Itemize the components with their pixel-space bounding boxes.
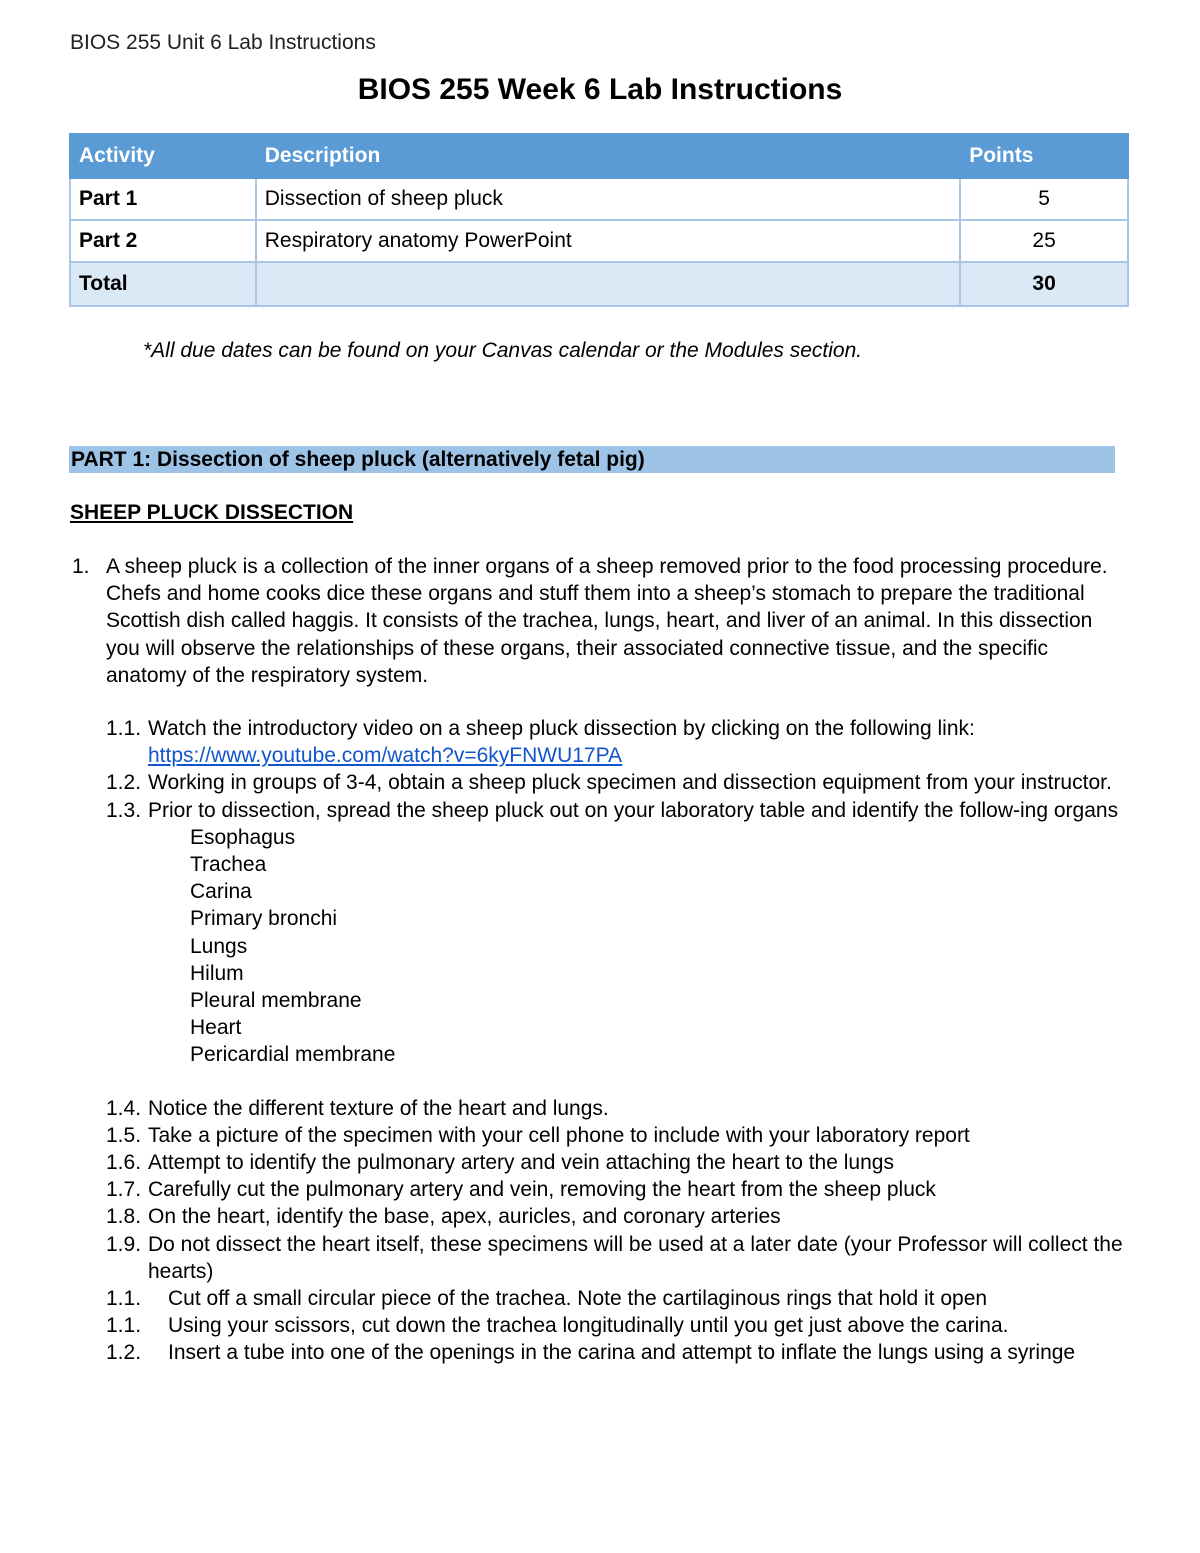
item-text: Notice the different texture of the heart and lungs. [148,1096,609,1120]
list-item [70,1149,1130,1176]
list-item [70,553,1130,689]
list-item [70,797,1130,824]
list-item [70,1285,1130,1312]
instructions-list [70,553,1130,1367]
item-number: 1.4. [106,1096,142,1120]
organ-item: Pericardial membrane [190,1043,396,1067]
sheep-pluck-subheading: SHEEP PLUCK DISSECTION [70,501,354,524]
organ-item: Esophagus [190,825,296,849]
activity-cell: Part 1 [70,178,256,220]
video-link[interactable]: https://www.youtube.com/watch?v=6kyFNWU17PA [148,744,623,768]
organ-item: Carina [190,880,252,904]
item-number: 1.7. [106,1178,142,1202]
item-text: Prior to dissection, spread the sheep pluck out on your laboratory table and identify the follow-ing organs [148,798,1119,822]
points-cell: 5 [960,178,1128,220]
item-text: Carefully cut the pulmonary artery and vein, removing the heart from the sheep pluck [148,1178,936,1202]
organ-item: Heart [190,1016,242,1040]
item-text: A sheep pluck is a collection of the inner organs of a sheep removed prior to the food processing procedure. Chefs and home cooks dice these organs and stuff them into a sheep’s stomach to prepare the traditional Scottish dish called haggis. It consists of the trachea, lungs, heart, and liver of an animal. In this dissection you will observe the relationships of these organs, their associated connective tissue, and the specific anatomy of the respiratory system. [106,555,1108,687]
item-text: Do not dissect the heart itself, these specimens will be used at a later date (your Professor will collect the hearts) [148,1232,1123,1283]
activity-cell: Part 2 [70,220,256,262]
item-number: 1.3. [106,798,142,822]
description-cell: Respiratory anatomy PowerPoint [256,220,960,262]
list-item [70,769,1130,796]
column-header-description: Description [256,134,960,178]
list-item [70,1231,1130,1285]
item-text: Watch the introductory video on a sheep pluck dissection by clicking on the following link: [148,717,975,741]
item-text: Insert a tube into one of the openings in the carina and attempt to inflate the lungs using a syringe [168,1341,1076,1365]
item-number: 1.9. [106,1232,142,1256]
description-cell [256,262,960,306]
organ-item: Pleural membrane [190,989,362,1013]
table-header-row [70,134,1128,178]
activity-cell: Total [70,262,256,306]
organ-item: Primary bronchi [190,907,338,931]
list-item [70,1312,1130,1339]
item-number: 1.1. [106,1314,142,1338]
item-number: 1.5. [106,1123,142,1147]
item-text: Take a picture of the specimen with your cell phone to include with your laboratory report [148,1123,970,1147]
item-text: Attempt to identify the pulmonary artery and vein attaching the heart to the lungs [148,1151,894,1175]
item-number: 1.8. [106,1205,142,1229]
organ-list [70,824,1130,1069]
item-text: On the heart, identify the base, apex, auricles, and coronary arteries [148,1205,781,1229]
points-cell: 30 [960,262,1128,306]
list-item [70,1095,1130,1122]
item-number: 1.2. [106,1341,142,1365]
list-item [70,1203,1130,1230]
list-item [70,1176,1130,1203]
column-header-activity: Activity [70,134,256,178]
description-cell: Dissection of sheep pluck [256,178,960,220]
organ-item: Trachea [190,853,267,877]
item-number: 1.6. [106,1151,142,1175]
points-cell: 25 [960,220,1128,262]
table-row [70,178,1128,220]
part1-section-heading: PART 1: Dissection of sheep pluck (alternatively fetal pig) [69,446,1115,473]
item-text: Working in groups of 3-4, obtain a sheep pluck specimen and dissection equipment from your instructor. [148,771,1112,795]
item-text: Cut off a small circular piece of the trachea. Note the cartilaginous rings that hold it open [168,1287,988,1311]
organ-item: Lungs [190,934,248,958]
document-title: BIOS 255 Week 6 Lab Instructions [357,73,843,106]
item-number: 1.1. [106,1287,142,1311]
item-number: 1.1. [106,717,142,741]
list-item [70,715,1130,769]
item-text: Using your scissors, cut down the trachea longitudinally until you get just above the carina. [168,1314,1009,1338]
item-number: 1. [72,555,90,578]
due-dates-note: *All due dates can be found on your Canvas calendar or the Modules section. [143,339,863,362]
column-header-points: Points [960,134,1128,178]
list-item [70,1339,1130,1366]
points-table [69,133,1129,307]
organ-item: Hilum [190,961,244,985]
table-row [70,220,1128,262]
table-total-row [70,262,1128,306]
item-number: 1.2. [106,771,142,795]
list-item [70,1122,1130,1149]
running-header: BIOS 255 Unit 6 Lab Instructions [70,31,376,54]
